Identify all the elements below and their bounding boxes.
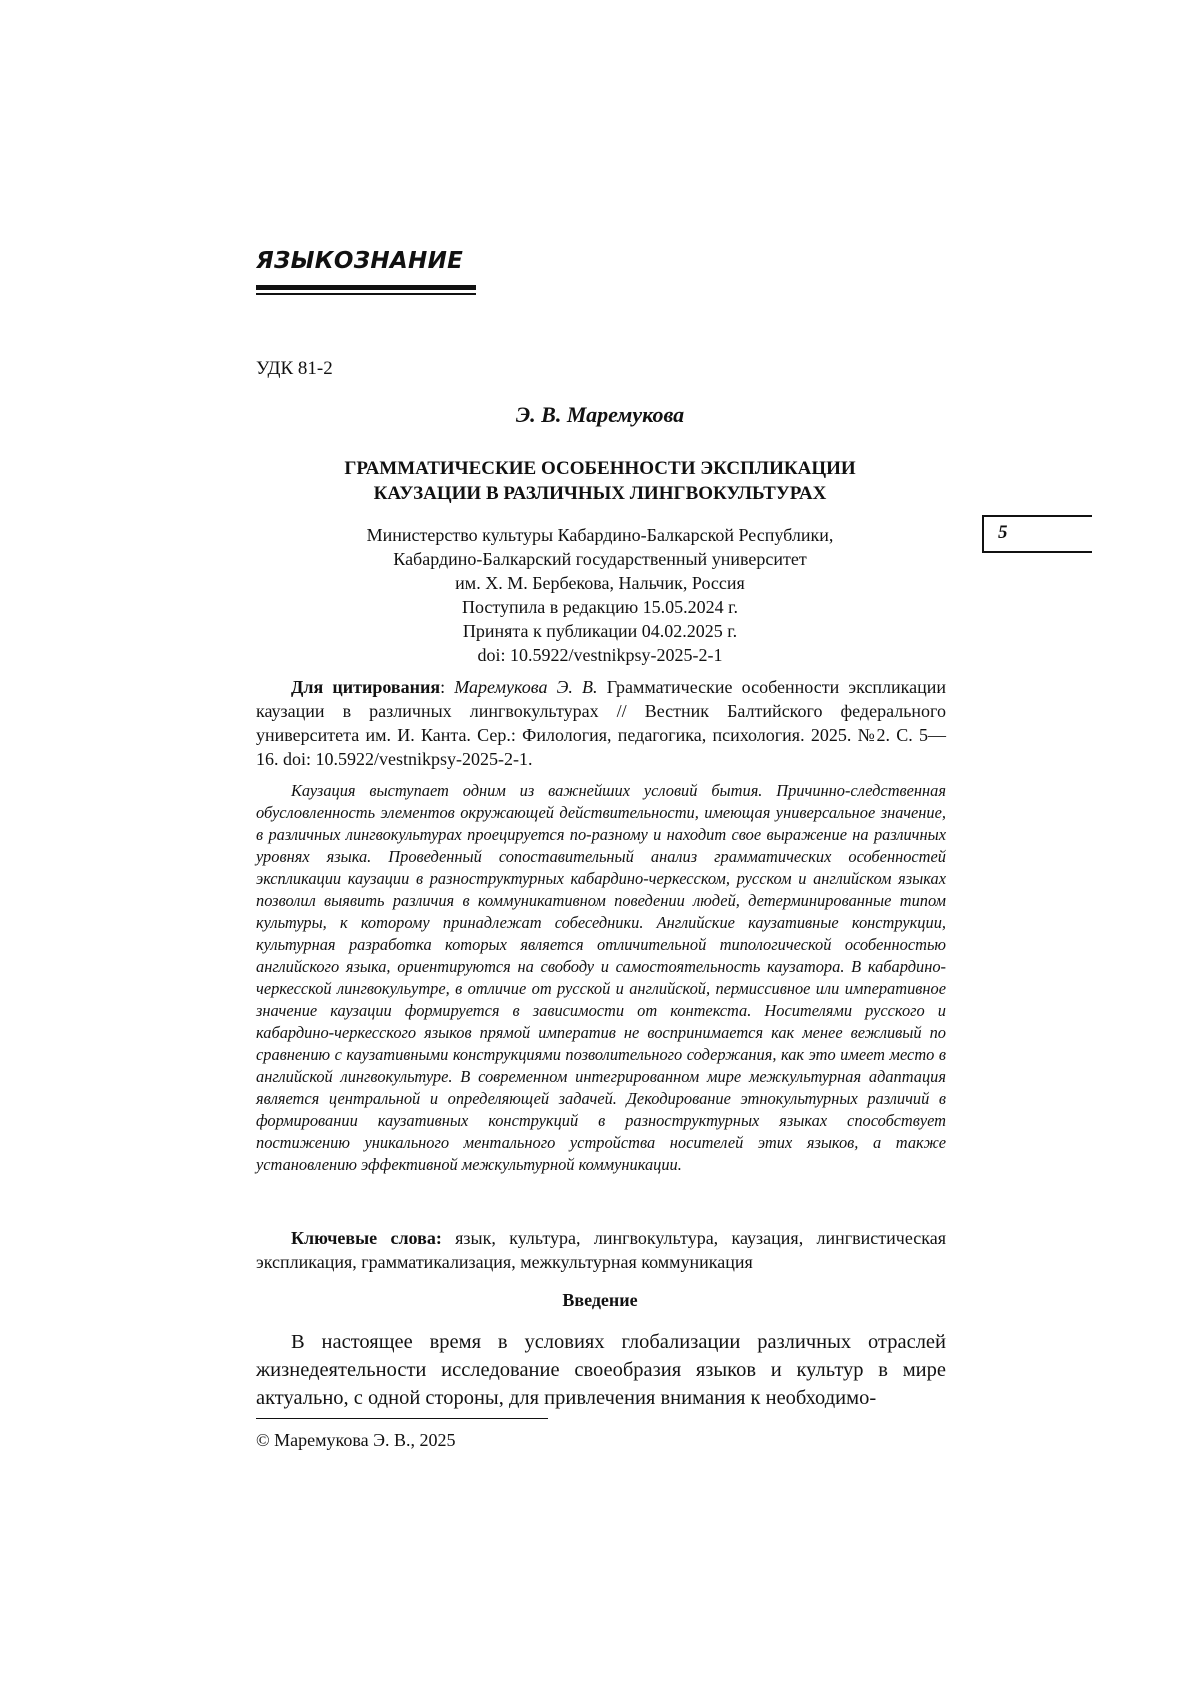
page-number-tab bbox=[982, 515, 1092, 553]
article-title-line: ГРАММАТИЧЕСКИЕ ОСОБЕННОСТИ ЭКСПЛИКАЦИИ bbox=[344, 458, 856, 479]
doi: doi: 10.5922/vestnikpsy-2025-2-1 bbox=[477, 645, 723, 665]
footnote-rule bbox=[256, 1418, 548, 1419]
affiliation-block bbox=[256, 523, 944, 667]
page-number: 5 bbox=[998, 522, 1008, 543]
received-date: Поступила в редакцию 15.05.2024 г. bbox=[461, 597, 738, 617]
intro-paragraph bbox=[256, 1328, 946, 1412]
citation-block bbox=[256, 675, 946, 771]
abstract bbox=[256, 780, 946, 1176]
section-rule-thin bbox=[256, 293, 476, 295]
keywords-label: Ключевые слова: bbox=[291, 1228, 442, 1248]
abstract-text: Каузация выступает одним из важнейших условий бытия. Причинно-следственная обусловленность элементов окружающей действительности, имеющая универсальное значение, в различных лингвокультурах проецируется по-разному и находит свое выражение на различных уровнях языка. Проведенный сопоставительный анализ грамматических особенностей экспликации каузации в разноструктурных кабардино-черкесском, русском и английском языках позволил выявить различия в коммуникативном поведении людей, детерминированные типом культуры, к которому принадлежат собеседники. Английские каузативные конструкции, культурная разработка которых является отличительной типологической особенностью английского языка, ориентируются на свободу и самостоятельность каузатора. В кабардино-черкесской лингвокульутре, в отличие от русской и английской, пермиссивное или императивное значение каузации формируется в зависимости от контекста. Носителями русского и кабардино-черкесского языков прямой императив не воспринимается как менее вежливый по сравнению с каузативными конструкциями позволительного содержания, как это имеет место в английской лингвокультуре. В современном интегрированном мире межкультурная адаптация является центральной и определяющей задачей. Декодирование этнокультурных различий в формировании каузативных конструкций в разноструктурных языках способствует постижению уникального ментального устройства носителей этих языков, а также установлению эффективной межкультурной коммуникации. bbox=[256, 781, 946, 1174]
article-title-line: КАУЗАЦИИ В РАЗЛИЧНЫХ ЛИНГВОКУЛЬТУРАХ bbox=[373, 483, 827, 504]
citation-label: Для цитирования bbox=[291, 677, 441, 697]
affiliation-line: Министерство культуры Кабардино-Балкарской Республики, bbox=[366, 525, 834, 545]
affiliation-line: Кабардино-Балкарский государственный университет bbox=[393, 549, 807, 569]
article-title bbox=[256, 456, 944, 506]
udk-code: УДК 81-2 bbox=[256, 358, 333, 379]
citation-author: Маремукова Э. В. bbox=[454, 677, 598, 697]
accepted-date: Принята к публикации 04.02.2025 г. bbox=[462, 621, 738, 641]
section-rule-thick bbox=[256, 285, 476, 290]
copyright-note: © Маремукова Э. В., 2025 bbox=[256, 1430, 456, 1450]
author-name: Э. В. Маремукова bbox=[515, 402, 685, 427]
citation-separator: : bbox=[440, 677, 455, 697]
section-heading: ЯЗЫКОЗНАНИЕ bbox=[256, 248, 464, 274]
citation-text: Грамматические особенности экспликации каузации в различных лингвокультурах // Вестник Балтийского федерального университета им. И. Канта. Сер.: Филология, педагогика, психология. 2025. №2. С. 5—16. doi: 10.5922/vestnikpsy-2025-2-1. bbox=[256, 677, 946, 769]
keywords-block bbox=[256, 1226, 946, 1274]
intro-heading: Введение bbox=[562, 1290, 638, 1310]
affiliation-line: им. Х. М. Бербекова, Нальчик, Россия bbox=[455, 573, 745, 593]
intro-text: В настоящее время в условиях глобализации различных отраслей жизнедеятельности исследование своеобразия языков и культур в мире актуально, с одной стороны, для привлечения внимания к необходимо- bbox=[256, 1331, 946, 1409]
keywords-text: язык, культура, лингвокультура, каузация, лингвистическая экспликация, грамматикализация, межкультурная коммуникация bbox=[256, 1228, 946, 1272]
